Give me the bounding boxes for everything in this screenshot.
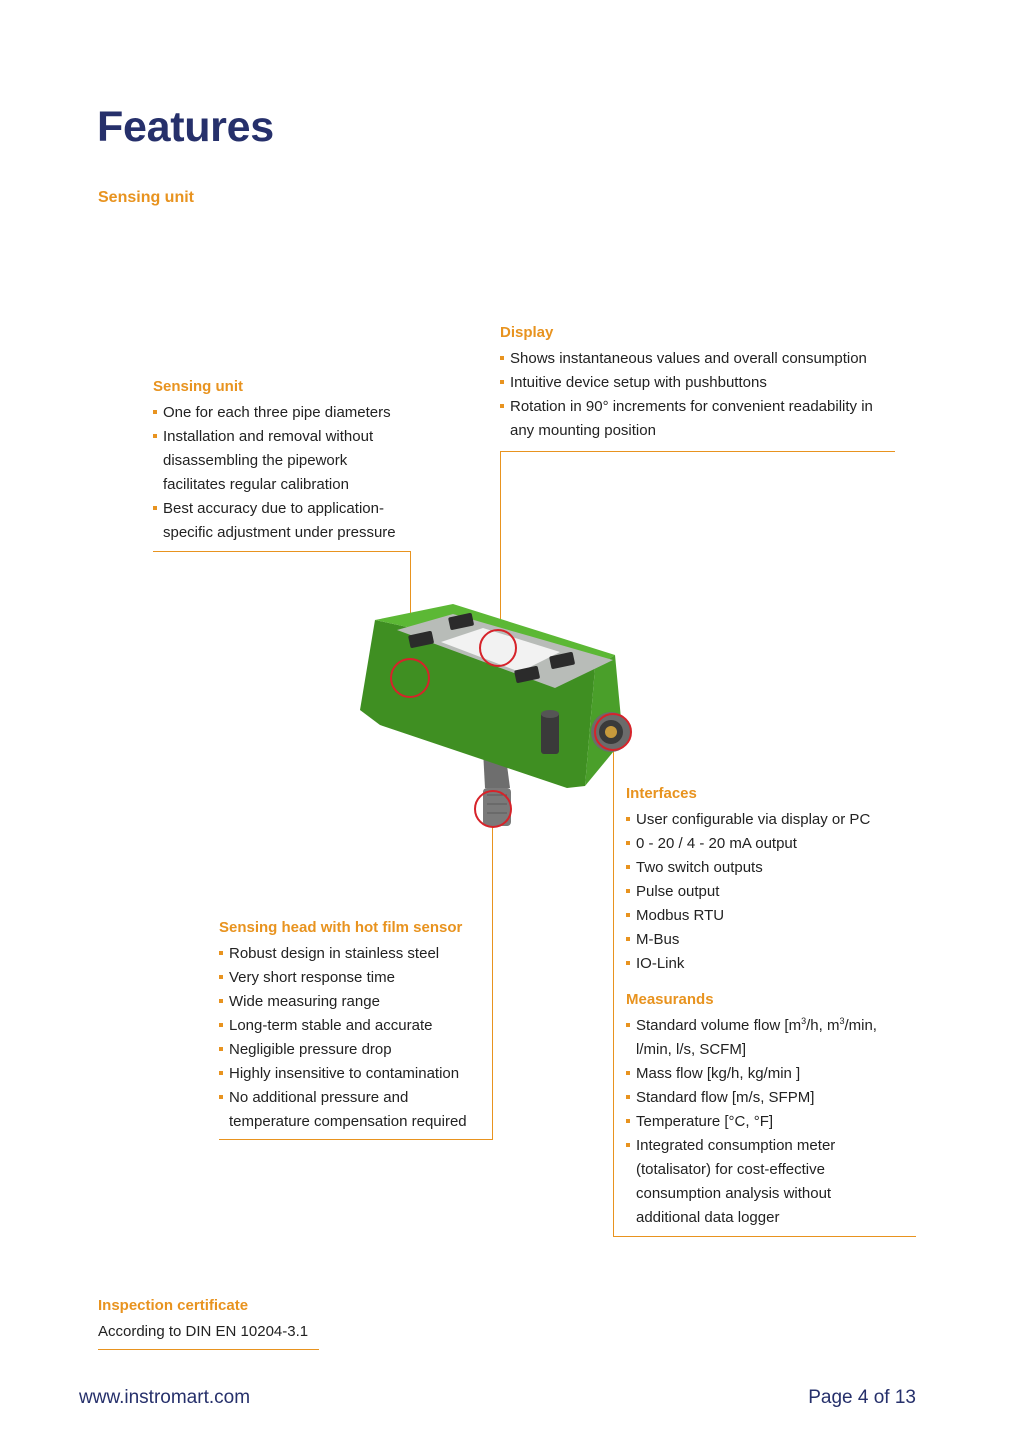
measurand-text: /h, m: [806, 1017, 840, 1034]
page-title: Features: [97, 103, 274, 151]
list-item: Rotation in 90° increments for convenient readability in any mounting position: [500, 395, 890, 443]
superscript: 3: [801, 1016, 807, 1026]
list-item: Standard flow [m/s, SFPM]: [626, 1086, 911, 1110]
list-item: No additional pressure and temperature compensation required: [219, 1086, 487, 1134]
list-item: Integrated consumption meter (totalisator) for cost-effective consumption analysis without additional data logger: [626, 1134, 861, 1230]
list-item: Installation and removal without disassembling the pipework facilitates regular calibration: [153, 425, 391, 497]
sensing-head-heading: Sensing head with hot film sensor: [219, 919, 463, 936]
display-block: [500, 321, 900, 443]
sensing-unit-callout-horizontal: [153, 551, 411, 552]
list-item: M-Bus: [626, 928, 911, 952]
footer-website: www.instromart.com: [79, 1387, 251, 1408]
measurands-heading: Measurands: [626, 991, 714, 1008]
sensing-head-list: [219, 942, 494, 1134]
display-callout-horizontal: [500, 451, 895, 452]
list-item: Intuitive device setup with pushbuttons: [500, 371, 900, 395]
flow-sensor-illustration: [345, 590, 645, 840]
display-list: [500, 347, 900, 443]
sensing-unit-block: [153, 375, 418, 545]
list-item: Temperature [°C, °F]: [626, 1110, 911, 1134]
measurands-list: [626, 1014, 911, 1230]
list-item: User configurable via display or PC: [626, 808, 911, 832]
list-item: Modbus RTU: [626, 904, 911, 928]
inspection-block: [98, 1294, 358, 1344]
footer-page-number: Page 4 of 13: [808, 1387, 916, 1408]
interfaces-heading: Interfaces: [626, 785, 697, 802]
list-item: One for each three pipe diameters: [153, 401, 418, 425]
screw: [541, 712, 559, 754]
inspection-underline: [98, 1349, 319, 1350]
list-item: Highly insensitive to contamination: [219, 1062, 494, 1086]
list-item: Wide measuring range: [219, 990, 494, 1014]
sensing-unit-list: [153, 401, 418, 545]
interfaces-list: [626, 808, 911, 976]
list-item: Mass flow [kg/h, kg/min ]: [626, 1062, 911, 1086]
list-item: Best accuracy due to application-specific adjustment under pressure: [153, 497, 403, 545]
list-item: Negligible pressure drop: [219, 1038, 494, 1062]
superscript: 3: [839, 1016, 845, 1026]
list-item: 0 - 20 / 4 - 20 mA output: [626, 832, 911, 856]
list-item: Two switch outputs: [626, 856, 911, 880]
list-item: Pulse output: [626, 880, 911, 904]
list-item: Long-term stable and accurate: [219, 1014, 494, 1038]
display-heading: Display: [500, 324, 554, 341]
section-subtitle: Sensing unit: [98, 189, 194, 206]
list-item: Shows instantaneous values and overall consumption: [500, 347, 900, 371]
inspection-text: According to DIN EN 10204-3.1: [98, 1323, 309, 1340]
list-item: Very short response time: [219, 966, 494, 990]
list-item: [626, 1014, 908, 1062]
sensing-head-block: [219, 916, 494, 1134]
interfaces-block: [626, 782, 911, 1230]
sensing-unit-heading: Sensing unit: [153, 378, 243, 395]
inspection-heading: Inspection certificate: [98, 1297, 249, 1314]
measurand-text: /min, l/min, l/s, SCFM]: [636, 1017, 877, 1058]
sensing-head-callout-horizontal: [219, 1139, 493, 1140]
interfaces-callout-horizontal: [613, 1236, 916, 1237]
sensing-head-callout-vertical: [492, 822, 493, 1140]
list-item: IO-Link: [626, 952, 911, 976]
list-item: Robust design in stainless steel: [219, 942, 494, 966]
measurand-text: Standard volume flow [m: [636, 1017, 802, 1034]
